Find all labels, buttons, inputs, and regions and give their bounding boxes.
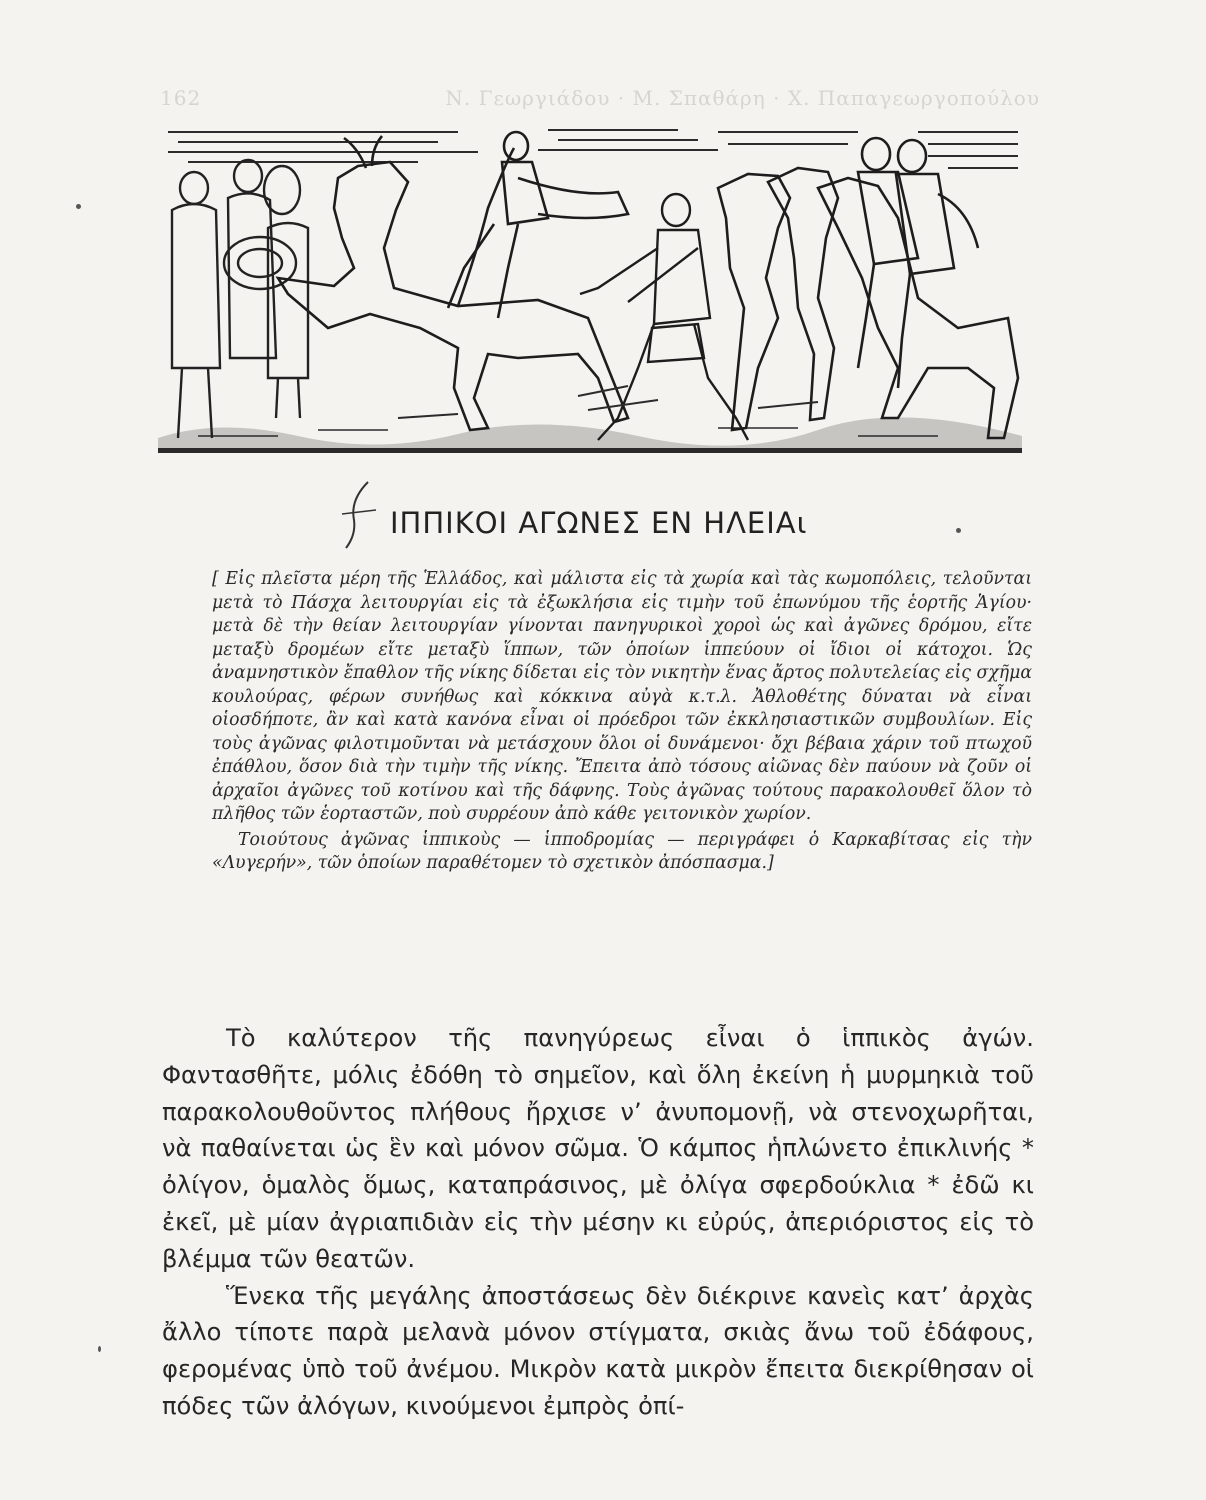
horse-race-woodcut [158,118,1022,463]
horses-with-riders [718,138,1018,438]
main-paragraph-1: Τὸ καλύτερον τῆς πανηγύρεως εἶναι ὁ ἱππικὸς ἀγών. Φαντασθῆτε, μόλις ἐδόθη τὸ σημεῖον, καὶ ὅλη ἐκείνη ἡ μυρμηκιὰ τοῦ παρακολουθοῦντος πλήθους ἤρχισε ν’ ἀνυπομονῇ, νὰ στενοχωρῆται, νὰ παθαίνεται ὡς ἓν καὶ μόνον σῶμα. Ὁ κάμπος ἡπλώνετο ἐπικλινής * ὀλίγον, ὁμαλὸς ὅμως, καταπράσινος, μὲ ὀλίγα σφερδούκλια * ἐδῶ κι ἐκεῖ, μὲ μίαν ἀγριαπιδιὰν εἰς τὴν μέσην κι εὐρύς, ἀπεριόριστος εἰς τὸ βλέμμα τῶν θεατῶν. [162,1024,1034,1273]
page-title: ΙΠΠΙΚΟΙ ΑΓΩΝΕΣ ΕΝ ΗΛΕΙΑι [390,506,808,540]
ink-speck [76,204,81,209]
woodcut-illustration [158,118,1022,463]
show-through-header [160,86,1040,110]
rearing-horse-with-rider [278,132,628,430]
ghost-authors: Ν. Γεωργιάδου · Μ. Σπαθάρη · Χ. Παπαγεωργοπούλου [445,86,1040,110]
intro-paragraph-1: [ Εἰς πλεῖστα μέρη τῆς Ἑλλάδος, καὶ μάλιστα εἰς τὰ χωρία καὶ τὰς κωμοπόλεις, τελοῦνται μετὰ τὸ Πάσχα λειτουργίαι εἰς τὰ ἐξωκλήσια εἰς τιμὴν τοῦ ἐπωνύμου τῆς ἑορτῆς Ἁγίου· μετὰ δὲ τὴν θείαν λειτουργίαν γίνονται πανηγυρικοὶ χοροὶ ὡς καὶ ἀγῶνες δρόμου, εἴτε μεταξὺ δρομέων εἴτε μεταξὺ ἵππων, τῶν ὁποίων ἱππεύουν οἱ ἴδιοι οἱ κάτοχοι. Ὡς ἀναμνηστικὸν ἔπαθλον τῆς νίκης δίδεται εἰς τὸν νικητὴν ἕνας ἄρτος πολυτελείας εἰς σχῆμα κουλούρας, φέρων συνήθως καὶ κόκκινα αὐγὰ κ.τ.λ. Ἀθλοθέτης δύναται νὰ εἶναι οἱοσδήποτε, ἂν καὶ κατὰ κανόνα εἶναι οἱ πρόεδροι τῶν ἐκκλησιαστικῶν συμβουλίων. Εἰς τοὺς ἀγῶνας φιλοτιμοῦνται νὰ μετάσχουν ὅλοι οἱ δυνάμενοι· ὄχι βέβαια χάριν τοῦ πτωχοῦ ἐπάθλου, ὅσον διὰ τὴν τιμὴν τῆς νίκης. Ἔπειτα ἀπὸ τόσους αἰῶνας δὲν παύουν νὰ ζοῦν οἱ ἀρχαῖοι ἀγῶνες τοῦ κοτίνου καὶ τῆς δάφνης. Τοὺς ἀγῶνας τούτους παρακολουθεῖ ὅλον τὸ πλῆθος τῶν ἑορταστῶν, ποὺ συρρέουν ἀπὸ κάθε γειτονικὸν χωρίον. [212,569,1032,824]
ink-speck [98,1346,101,1352]
spectators-group [172,160,308,438]
ghost-page-number: 162 [160,86,202,110]
main-text [162,1020,1034,1425]
intro-paragraph-2: Τοιούτους ἀγῶνας ἱππικοὺς — ἱπποδρομίας — περιγράφει ὁ Καρκαβίτσας εἰς τὴν «Λυγερήν», τῶν ὁποίων παραθέτομεν τὸ σχετικὸν ἀπόσπασμα.] [212,829,1032,873]
intro-block [212,568,1032,876]
ground [158,417,1022,453]
running-man-figure [580,194,748,440]
ink-speck [956,528,961,533]
title-row [340,498,980,548]
main-paragraph-2: Ἕνεκα τῆς μεγάλης ἀποστάσεως δὲν διέκρινε κανεὶς κατ’ ἀρχὰς ἄλλο τίποτε παρὰ μελανὰ μόνον στίγματα, σκιὰς ἄνω τοῦ ἐδάφους, φερομένας ὑπὸ τοῦ ἀνέμου. Μικρὸν κατὰ μικρὸν ἔπειτα διεκρίθησαν οἱ πόδες τῶν ἀλόγων, κινούμενοι ἐμπρὸς ὀπί- [162,1281,1034,1420]
pen-mark-icon [340,480,380,550]
